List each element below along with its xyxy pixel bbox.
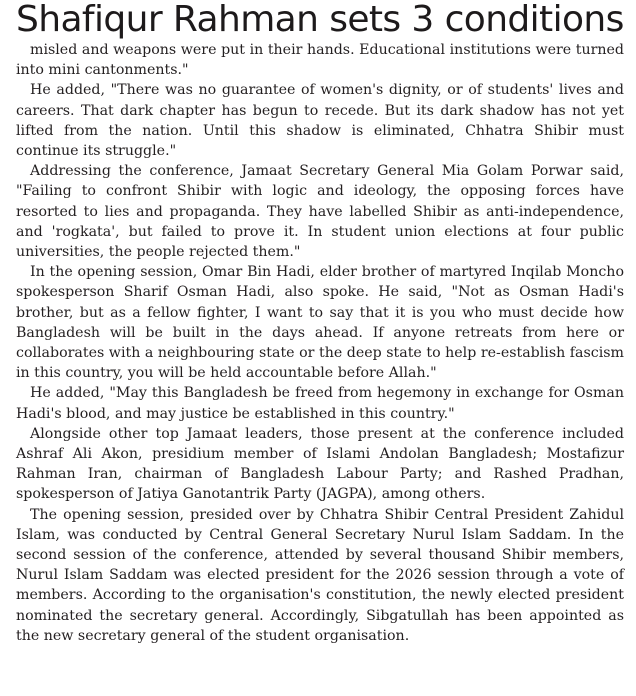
article-paragraph: He added, "May this Bangladesh be freed from hegemony in exchange for Osman Hadi's blood, and may justice be established in this country." <box>16 385 624 422</box>
article-paragraph: Addressing the conference, Jamaat Secretary General Mia Golam Porwar said, "Failing to confront Shibir with logic and ideology, the opposing forces have resorted to lies and propaganda. They have labelled Shibir as anti-independence, and 'rogkata', but failed to prove it. In student union elections at four public universities, the people rejected them." <box>16 163 624 261</box>
article-paragraph: misled and weapons were put in their hands. Educational institutions were turned into mini cantonments." <box>16 42 624 79</box>
article-paragraph: The opening session, presided over by Chhatra Shibir Central President Zahidul Islam, was conducted by Central General Secretary Nurul Islam Saddam. In the second session of the conference, attended by several thousand Shibir members, Nurul Islam Saddam was elected president for the 2026 session through a vote of members. According to the organisation's constitution, the newly elected president nominated the secretary general. Accordingly, Sibgatullah has been appointed as the new secretary general of the student organisation. <box>16 506 624 644</box>
article-paragraph: In the opening session, Omar Bin Hadi, elder brother of martyred Inqilab Moncho spokesperson Sharif Osman Hadi, also spoke. He said, "Not as Osman Hadi's brother, but as a fellow fighter, I want to say that it is you who must decide how Bangladesh will be built in the days ahead. If anyone retreats from here or collaborates with a neighbouring state or the deep state to help re-establish fascism in this country, you will be held accountable before Allah." <box>16 264 624 382</box>
article-paragraph: He added, "There was no guarantee of women's dignity, or of students' lives and careers. That dark chapter has begun to recede. But its dark shadow has not yet lifted from the nation. Until this shadow is eliminated, Chhatra Shibir must continue its struggle." <box>16 82 624 160</box>
article-body <box>16 40 624 646</box>
article-paragraph: Alongside other top Jamaat leaders, those present at the conference included Ashraf Ali Akon, presidium member of Islami Andolan Bangladesh; Mostafizur Rahman Iran, chairman of Bangladesh Labour Party; and Rashed Pradhan, spokesperson of Jatiya Ganotantrik Party (JAGPA), among others. <box>16 425 624 503</box>
article-headline: Shafiqur Rahman sets 3 conditions <box>16 0 624 40</box>
